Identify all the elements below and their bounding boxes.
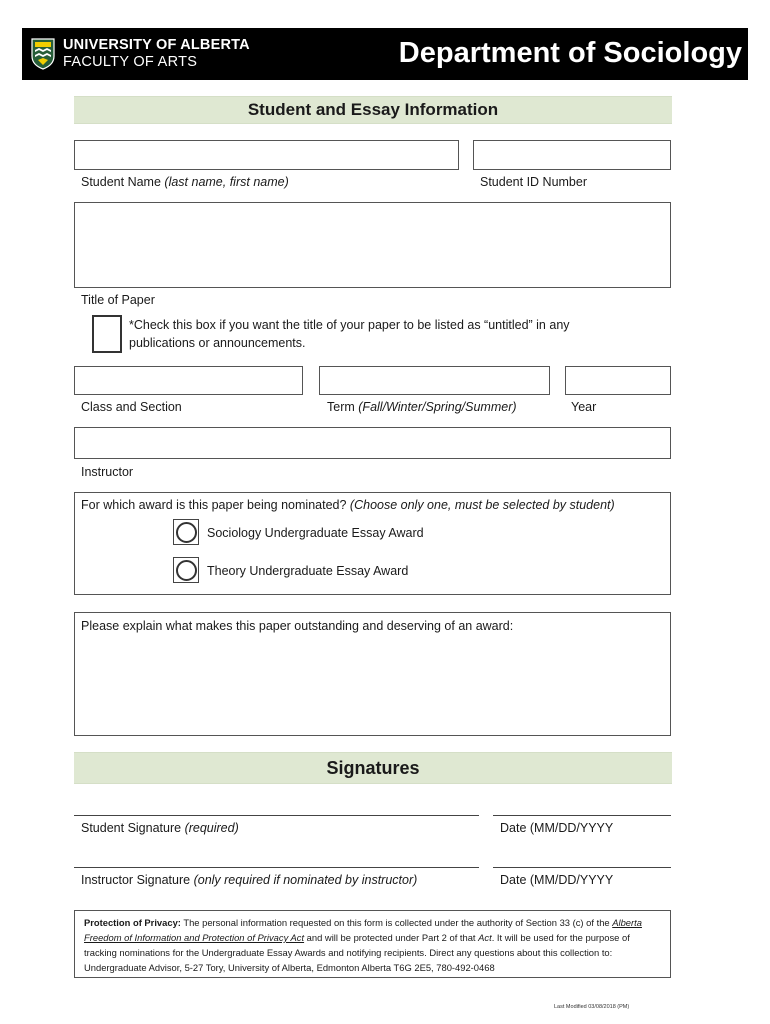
sociology-award-radio[interactable] — [173, 519, 199, 545]
term-label: Term (Fall/Winter/Spring/Summer) — [327, 400, 517, 414]
instructor-date-line[interactable] — [493, 867, 671, 868]
class-section-field[interactable] — [74, 366, 303, 395]
untitled-note-line1: *Check this box if you want the title of your paper to be listed as “untitled” in any — [129, 318, 570, 332]
privacy-text-b: and will be protected under Part 2 of that — [304, 932, 479, 943]
award-question-hint: (Choose only one, must be selected by student) — [349, 498, 615, 512]
student-id-field[interactable] — [473, 140, 671, 170]
instructor-signature-hint: (only required if nominated by instructor) — [193, 873, 418, 887]
instructor-label: Instructor — [81, 465, 134, 479]
section-title-student-essay: Student and Essay Information — [74, 96, 672, 124]
privacy-notice — [74, 910, 671, 978]
privacy-act-short: Act — [478, 932, 492, 943]
department-title: Department of Sociology — [398, 37, 742, 69]
student-signature-line[interactable] — [74, 815, 479, 816]
title-of-paper-field[interactable] — [74, 202, 671, 288]
year-field[interactable] — [565, 366, 671, 395]
theory-award-radio[interactable] — [173, 557, 199, 583]
privacy-heading: Protection of Privacy: — [84, 917, 181, 928]
title-of-paper-label: Title of Paper — [81, 293, 155, 307]
instructor-date-label: Date (MM/DD/YYYY — [500, 873, 614, 887]
student-name-field[interactable] — [74, 140, 459, 170]
theory-award-label: Theory Undergraduate Essay Award — [207, 564, 409, 578]
last-modified-note: Last Modified 03/08/2018 (PM) — [554, 1004, 630, 1010]
award-question: For which award is this paper being nominated? (Choose only one, must be selected by student) — [81, 498, 615, 512]
student-signature-hint: (required) — [184, 821, 239, 835]
sociology-award-label: Sociology Undergraduate Essay Award — [207, 526, 424, 540]
section-title-signatures: Signatures — [74, 752, 672, 784]
student-id-label: Student ID Number — [480, 175, 587, 189]
award-explanation-label: Please explain what makes this paper outstanding and deserving of an award: — [81, 619, 514, 633]
privacy-act-name: Alberta Freedom of Information and Protection of Privacy Act — [84, 917, 642, 943]
term-field[interactable] — [319, 366, 550, 395]
university-name: UNIVERSITY OF ALBERTA — [63, 37, 250, 53]
year-label: Year — [571, 400, 597, 414]
student-date-label: Date (MM/DD/YYYY — [500, 821, 614, 835]
instructor-signature-label: Instructor Signature (only required if nominated by instructor) — [81, 873, 418, 887]
faculty-name: FACULTY OF ARTS — [63, 54, 198, 70]
term-hint: (Fall/Winter/Spring/Summer) — [358, 400, 517, 414]
privacy-text-a: The personal information requested on this form is collected under the authority of Section 33 (c) of the — [180, 917, 613, 928]
student-name-hint: (last name, first name) — [164, 175, 289, 189]
class-section-label: Class and Section — [81, 400, 182, 414]
privacy-text-c: . It will be used for the purpose of tracking nominations for the Undergraduate Essay Awards and notifying recipients. Direct any questions about this collection to: Undergraduate Advisor, 5-27 Tory, University of Alberta, Edmonton Alberta T6G 2E5, 780-492-0468 — [84, 932, 630, 973]
student-name-label: Student Name (last name, first name) — [81, 175, 289, 189]
untitled-checkbox[interactable] — [92, 315, 122, 353]
instructor-field[interactable] — [74, 427, 671, 459]
student-date-line[interactable] — [493, 815, 671, 816]
instructor-signature-line[interactable] — [74, 867, 479, 868]
untitled-note-line2: publications or announcements. — [129, 336, 306, 350]
university-shield-icon — [31, 38, 55, 70]
student-signature-label: Student Signature (required) — [81, 821, 239, 835]
